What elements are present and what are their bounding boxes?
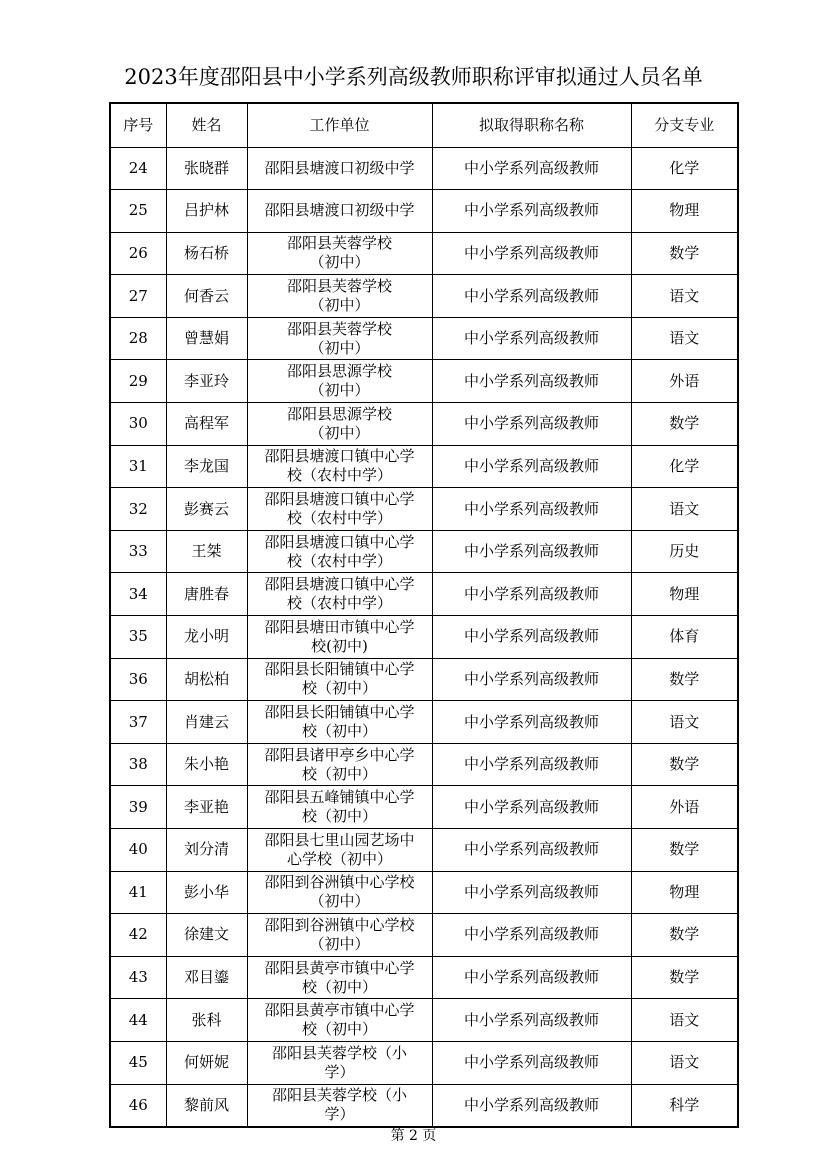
cell-unit xyxy=(247,658,432,701)
cell-unit xyxy=(247,445,432,488)
table-row xyxy=(110,1084,738,1127)
unit-line: （初中） xyxy=(309,892,370,911)
cell-unit xyxy=(247,1041,432,1084)
cell-no: 37 xyxy=(110,701,166,744)
cell-name: 黎前风 xyxy=(166,1084,247,1127)
unit-line: （初中） xyxy=(309,296,370,315)
cell-no: 40 xyxy=(110,829,166,872)
cell-major: 外语 xyxy=(631,786,738,829)
cell-name: 何妍妮 xyxy=(166,1041,247,1084)
cell-title: 中小学系列高级教师 xyxy=(432,956,631,999)
cell-major: 物理 xyxy=(631,190,738,233)
cell-name: 刘分清 xyxy=(166,829,247,872)
cell-unit xyxy=(247,360,432,403)
cell-no: 35 xyxy=(110,616,166,659)
table-row xyxy=(110,743,738,786)
cell-unit xyxy=(247,232,432,275)
cell-unit xyxy=(247,829,432,872)
unit-line: 邵阳县芙蓉学校（小 xyxy=(271,1086,407,1105)
cell-major: 语文 xyxy=(631,317,738,360)
cell-no: 43 xyxy=(110,956,166,999)
unit-line: 邵阳县塘渡口镇中心学 xyxy=(264,532,415,551)
table-row xyxy=(110,999,738,1042)
unit-line: 邵阳县长阳铺镇中心学 xyxy=(264,703,415,722)
table-row xyxy=(110,914,738,957)
cell-name: 曾慧娟 xyxy=(166,317,247,360)
table-row xyxy=(110,658,738,701)
cell-no: 30 xyxy=(110,403,166,446)
table-row xyxy=(110,871,738,914)
cell-no: 41 xyxy=(110,871,166,914)
cell-no: 28 xyxy=(110,317,166,360)
cell-unit xyxy=(247,190,432,233)
cell-major: 外语 xyxy=(631,360,738,403)
cell-name: 何香云 xyxy=(166,275,247,318)
unit-line: 邵阳县思源学校 xyxy=(286,362,392,381)
cell-name: 彭赛云 xyxy=(166,488,247,531)
cell-major: 化学 xyxy=(631,445,738,488)
cell-name: 高程军 xyxy=(166,403,247,446)
unit-line: 邵阳县黄亭市镇中心学 xyxy=(264,958,415,977)
cell-title: 中小学系列高级教师 xyxy=(432,999,631,1042)
cell-title: 中小学系列高级教师 xyxy=(432,1041,631,1084)
cell-unit xyxy=(247,403,432,446)
unit-line: 校（农村中学） xyxy=(286,551,392,570)
cell-name: 张科 xyxy=(166,999,247,1042)
table-row xyxy=(110,317,738,360)
unit-line: 学） xyxy=(324,1062,355,1081)
table-row xyxy=(110,403,738,446)
unit-line: 校（农村中学） xyxy=(286,466,392,485)
page-number: 第 2 页 xyxy=(390,1128,437,1144)
cell-no: 42 xyxy=(110,914,166,957)
cell-major: 历史 xyxy=(631,530,738,573)
cell-title: 中小学系列高级教师 xyxy=(432,1084,631,1127)
header-row xyxy=(110,103,738,147)
cell-unit xyxy=(247,317,432,360)
unit-line: （初中） xyxy=(309,423,370,442)
table-row xyxy=(110,360,738,403)
cell-name: 唐胜春 xyxy=(166,573,247,616)
cell-title: 中小学系列高级教师 xyxy=(432,147,631,190)
cell-unit xyxy=(247,871,432,914)
unit-line: 邵阳县思源学校 xyxy=(286,404,392,423)
cell-title: 中小学系列高级教师 xyxy=(432,360,631,403)
cell-no: 27 xyxy=(110,275,166,318)
cell-name: 肖建云 xyxy=(166,701,247,744)
unit-line: 校（初中） xyxy=(301,807,377,826)
unit-line: （初中） xyxy=(309,381,370,400)
cell-major: 物理 xyxy=(631,573,738,616)
unit-line: 邵阳县长阳铺镇中心学 xyxy=(264,660,415,679)
unit-line: 邵阳到谷洲镇中心学校 xyxy=(264,873,415,892)
unit-line: 邵阳县芙蓉学校 xyxy=(286,277,392,296)
cell-no: 26 xyxy=(110,232,166,275)
unit-line: （初中） xyxy=(309,338,370,357)
cell-title: 中小学系列高级教师 xyxy=(432,871,631,914)
candidate-list-table xyxy=(109,102,739,1128)
unit-line: 校（农村中学） xyxy=(286,509,392,528)
cell-major: 语文 xyxy=(631,999,738,1042)
unit-line: 邵阳县塘渡口镇中心学 xyxy=(264,575,415,594)
cell-name: 彭小华 xyxy=(166,871,247,914)
cell-no: 31 xyxy=(110,445,166,488)
cell-name: 张晓群 xyxy=(166,147,247,190)
cell-no: 25 xyxy=(110,190,166,233)
cell-name: 李亚艳 xyxy=(166,786,247,829)
table-row xyxy=(110,488,738,531)
unit-line: 邵阳县塘渡口镇中心学 xyxy=(264,447,415,466)
unit-line: 邵阳县芙蓉学校 xyxy=(286,234,392,253)
cell-unit xyxy=(247,530,432,573)
table-row xyxy=(110,275,738,318)
cell-title: 中小学系列高级教师 xyxy=(432,317,631,360)
cell-title: 中小学系列高级教师 xyxy=(432,573,631,616)
cell-no: 34 xyxy=(110,573,166,616)
table-body xyxy=(110,147,738,1127)
unit-line: 学） xyxy=(324,1105,355,1124)
cell-name: 朱小艳 xyxy=(166,743,247,786)
unit-line: 校（初中） xyxy=(301,1020,377,1039)
unit-line: 校(初中) xyxy=(311,636,368,655)
table-row xyxy=(110,956,738,999)
table-row xyxy=(110,616,738,659)
unit-line: 邵阳县芙蓉学校 xyxy=(286,319,392,338)
unit-line: 邵阳县塘田市镇中心学 xyxy=(264,617,415,636)
unit-line: 邵阳县塘渡口初级中学 xyxy=(264,158,415,177)
cell-unit xyxy=(247,1084,432,1127)
cell-title: 中小学系列高级教师 xyxy=(432,232,631,275)
table-row xyxy=(110,190,738,233)
cell-no: 36 xyxy=(110,658,166,701)
cell-unit xyxy=(247,956,432,999)
cell-name: 徐建文 xyxy=(166,914,247,957)
cell-unit xyxy=(247,999,432,1042)
unit-line: （初中） xyxy=(309,934,370,953)
table-row xyxy=(110,147,738,190)
unit-line: 校（初中） xyxy=(301,977,377,996)
table-row xyxy=(110,786,738,829)
unit-line: 心学校（初中） xyxy=(286,849,392,868)
cell-name: 龙小明 xyxy=(166,616,247,659)
cell-no: 44 xyxy=(110,999,166,1042)
cell-title: 中小学系列高级教师 xyxy=(432,658,631,701)
cell-major: 科学 xyxy=(631,1084,738,1127)
cell-no: 46 xyxy=(110,1084,166,1127)
unit-line: 邵阳县塘渡口初级中学 xyxy=(264,201,415,220)
table-row xyxy=(110,530,738,573)
unit-line: 校（农村中学） xyxy=(286,594,392,613)
cell-major: 体育 xyxy=(631,616,738,659)
cell-unit xyxy=(247,701,432,744)
cell-major: 语文 xyxy=(631,488,738,531)
table-row xyxy=(110,701,738,744)
header-cell-title: 拟取得职称名称 xyxy=(432,103,631,147)
cell-name: 王桀 xyxy=(166,530,247,573)
cell-major: 物理 xyxy=(631,871,738,914)
cell-title: 中小学系列高级教师 xyxy=(432,275,631,318)
cell-name: 杨石桥 xyxy=(166,232,247,275)
cell-name: 邓目鎏 xyxy=(166,956,247,999)
cell-no: 45 xyxy=(110,1041,166,1084)
header-cell-no: 序号 xyxy=(110,103,166,147)
cell-major: 语文 xyxy=(631,701,738,744)
cell-no: 24 xyxy=(110,147,166,190)
cell-major: 语文 xyxy=(631,1041,738,1084)
cell-no: 38 xyxy=(110,743,166,786)
header-cell-major: 分支专业 xyxy=(631,103,738,147)
cell-major: 数学 xyxy=(631,829,738,872)
page-title: 2023年度邵阳县中小学系列高级教师职称评审拟通过人员名单 xyxy=(124,65,703,89)
header-cell-unit: 工作单位 xyxy=(247,103,432,147)
cell-title: 中小学系列高级教师 xyxy=(432,616,631,659)
cell-title: 中小学系列高级教师 xyxy=(432,445,631,488)
cell-major: 数学 xyxy=(631,658,738,701)
cell-title: 中小学系列高级教师 xyxy=(432,403,631,446)
header-cell-name: 姓名 xyxy=(166,103,247,147)
cell-no: 32 xyxy=(110,488,166,531)
unit-line: 校（初中） xyxy=(301,722,377,741)
cell-major: 数学 xyxy=(631,956,738,999)
cell-major: 语文 xyxy=(631,275,738,318)
table-row xyxy=(110,829,738,872)
cell-no: 39 xyxy=(110,786,166,829)
cell-name: 李龙国 xyxy=(166,445,247,488)
table-row xyxy=(110,1041,738,1084)
unit-line: 邵阳县塘渡口镇中心学 xyxy=(264,490,415,509)
cell-major: 化学 xyxy=(631,147,738,190)
cell-name: 李亚玲 xyxy=(166,360,247,403)
cell-no: 33 xyxy=(110,530,166,573)
cell-title: 中小学系列高级教师 xyxy=(432,743,631,786)
table-row xyxy=(110,573,738,616)
table-header xyxy=(110,103,738,147)
cell-title: 中小学系列高级教师 xyxy=(432,786,631,829)
cell-name: 吕护林 xyxy=(166,190,247,233)
cell-unit xyxy=(247,147,432,190)
table-row xyxy=(110,445,738,488)
cell-unit xyxy=(247,743,432,786)
unit-line: 邵阳到谷洲镇中心学校 xyxy=(264,915,415,934)
cell-unit xyxy=(247,616,432,659)
table-row xyxy=(110,232,738,275)
cell-unit xyxy=(247,914,432,957)
unit-line: 邵阳县五峰铺镇中心学 xyxy=(264,788,415,807)
cell-major: 数学 xyxy=(631,914,738,957)
cell-name: 胡松柏 xyxy=(166,658,247,701)
cell-title: 中小学系列高级教师 xyxy=(432,488,631,531)
unit-line: 邵阳县芙蓉学校（小 xyxy=(271,1043,407,1062)
cell-unit xyxy=(247,786,432,829)
cell-major: 数学 xyxy=(631,403,738,446)
unit-line: 校（初中） xyxy=(301,764,377,783)
unit-line: （初中） xyxy=(309,253,370,272)
unit-line: 邵阳县诸甲亭乡中心学 xyxy=(264,745,415,764)
cell-title: 中小学系列高级教师 xyxy=(432,701,631,744)
unit-line: 邵阳县黄亭市镇中心学 xyxy=(264,1001,415,1020)
cell-title: 中小学系列高级教师 xyxy=(432,190,631,233)
cell-major: 数学 xyxy=(631,743,738,786)
cell-title: 中小学系列高级教师 xyxy=(432,530,631,573)
cell-no: 29 xyxy=(110,360,166,403)
unit-line: 邵阳县七里山园艺场中 xyxy=(264,830,415,849)
cell-title: 中小学系列高级教师 xyxy=(432,829,631,872)
cell-unit xyxy=(247,275,432,318)
unit-line: 校（初中） xyxy=(301,679,377,698)
cell-major: 数学 xyxy=(631,232,738,275)
cell-unit xyxy=(247,488,432,531)
cell-unit xyxy=(247,573,432,616)
cell-title: 中小学系列高级教师 xyxy=(432,914,631,957)
